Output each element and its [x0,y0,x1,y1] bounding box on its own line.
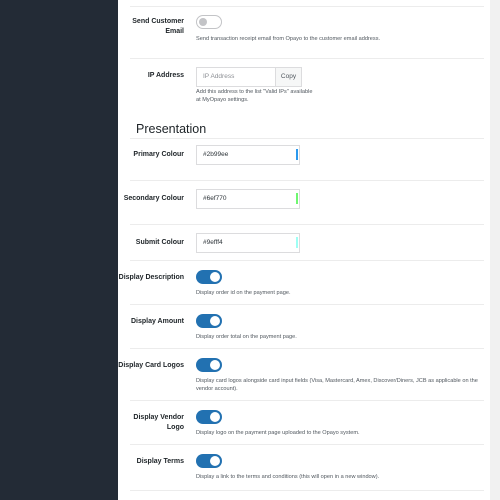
ip-address-label: IP Address [147,72,184,79]
submit-colour-swatch[interactable] [296,237,298,248]
row-separator [130,490,484,491]
submit-colour-label: Submit Colour [135,239,184,246]
display-vendor-logo-text: Display logo on the payment page uploaded to the Opayo system. [196,430,360,436]
toggle-knob [210,412,220,422]
toggle-knob [210,456,220,466]
heading-underline [130,138,484,139]
display-terms-label: Display Terms [136,458,184,465]
send-email-label: Send Customer Email [132,18,184,35]
display-description-label: Display Description [118,274,184,281]
send-email-description: Send transaction receipt email from Opayo to the customer email address. [196,36,381,42]
display-card-logos-label: Display Card Logos [118,362,184,369]
display-terms-toggle[interactable] [196,454,222,468]
row-separator [130,348,484,349]
send-email-toggle[interactable] [196,15,222,29]
ip-address-field[interactable]: IP Address [196,67,276,87]
toggle-knob [210,316,220,326]
admin-sidebar [0,0,118,500]
toggle-knob [210,272,220,282]
display-terms-text: Display a link to the terms and conditions (this will open in a new window). [196,474,380,480]
display-amount-text: Display order total on the payment page. [196,334,297,340]
primary-colour-swatch[interactable] [296,149,298,160]
page-background-strip [490,0,500,500]
row-separator [130,304,484,305]
row-separator [130,180,484,181]
toggle-knob [199,18,207,26]
secondary-colour-swatch[interactable] [296,193,298,204]
submit-colour-input[interactable]: #9efff4 [196,233,300,253]
display-description-text: Display order id on the payment page. [196,290,291,296]
ip-address-description: Add this address to the list "Valid IPs" available at MyOpayo settings. [196,89,313,103]
display-vendor-logo-toggle[interactable] [196,410,222,424]
copy-button[interactable]: Copy [275,67,302,87]
display-card-logos-text: Display card logos alongside card input fields (Visa, Mastercard, Amex, Discover/Diners, JCB as applicable on the vendor account). [196,378,478,392]
display-card-logos-toggle[interactable] [196,358,222,372]
row-separator [130,260,484,261]
display-description-toggle[interactable] [196,270,222,284]
presentation-heading: Presentation [136,122,207,136]
row-separator [130,400,484,401]
primary-colour-label: Primary Colour [133,151,184,158]
secondary-colour-label: Secondary Colour [123,195,184,202]
row-separator [130,6,484,7]
row-separator [130,224,484,225]
primary-colour-input[interactable]: #2b99ee [196,145,300,165]
row-separator [130,58,484,59]
display-amount-toggle[interactable] [196,314,222,328]
toggle-knob [210,360,220,370]
display-amount-label: Display Amount [130,318,184,325]
secondary-colour-input[interactable]: #6ef770 [196,189,300,209]
row-separator [130,444,484,445]
display-vendor-logo-label: Display Vendor Logo [133,414,184,431]
